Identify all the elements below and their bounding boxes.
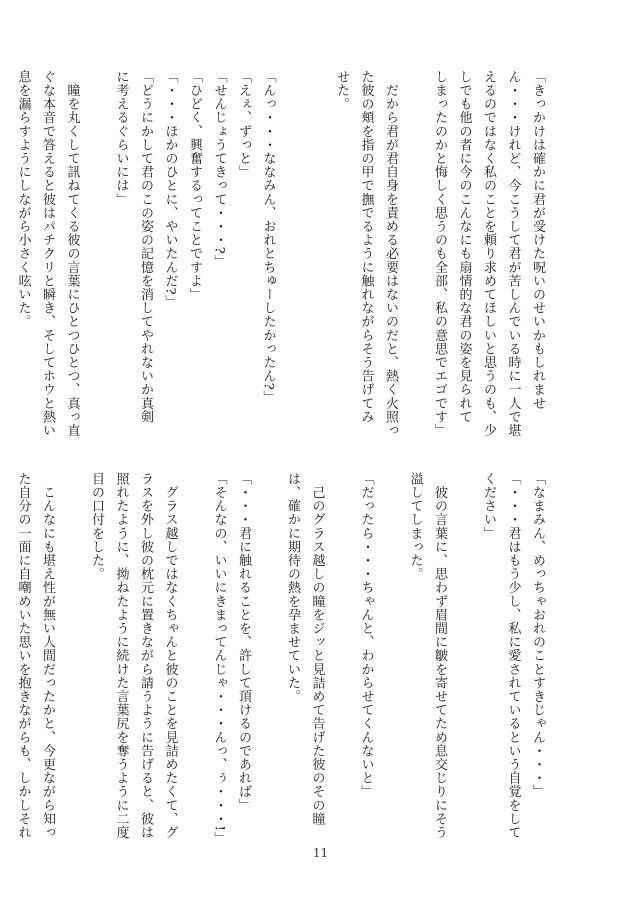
text-line: に考えるぐらいには」	[113, 70, 129, 206]
text-line	[59, 472, 84, 837]
text-line: 己のグラス越しの瞳をジッと見詰めて告げた彼のその瞳	[309, 472, 325, 826]
text-line: た彼の頬を指の甲で撫でるように触れながらそう告げてみ	[358, 70, 374, 424]
text-line: 「なまみん、めっちゃおれのことすきじゃん・・・」	[530, 472, 545, 799]
text-line: 「せんじょうてきって・・・?」	[211, 70, 227, 268]
page-number: 11	[312, 846, 329, 860]
text-line: しでも他の者に今のこんなにも扇情的な君の姿を見られて	[456, 70, 472, 424]
text-line: ください」	[481, 472, 496, 540]
text-line	[280, 70, 305, 435]
lower-text-block	[10, 472, 549, 846]
text-line: グラス越しではなくちゃんと彼のことを見詰めたくて、グ	[162, 472, 178, 840]
upper-text-block	[10, 70, 549, 438]
text-line: 「えぇ、ずっと」	[236, 70, 251, 179]
text-line: 目の口付をした。	[89, 472, 104, 581]
text-line	[304, 70, 329, 435]
text-line: 「そんなの、いいにきまってんじゃ・・・んっ、ぅ・・・!」	[211, 472, 227, 846]
text-line: は、確かに期待の熱を孕ませていた。	[285, 472, 300, 704]
text-line: ぐな本音で答えると彼はパチクリと瞬き、そしてホウと熱い	[40, 70, 55, 438]
text-line	[255, 472, 280, 837]
text-line: た自分の一面に自嘲めいた思いを抱きながらも、しかしそれ	[15, 472, 31, 840]
text-line: 「ひどく、興奮するってことですよ」	[187, 70, 202, 302]
text-line: 照れたように、拗ねたように続けた言葉尻を奪うように二度	[113, 472, 129, 840]
text-line: 「どうにかして君のこの姿の記憶を消してやれないか真剣	[138, 70, 153, 424]
text-line: 彼の言葉に、思わず眉間に皺を寄せてため息交じりにそう	[432, 472, 447, 840]
text-line: 「きっかけは確かに君が受けた呪いのせいかもしれませ	[530, 70, 545, 410]
text-line: 「・・・君はもう少し、私に愛されているという自覚をして	[505, 472, 521, 840]
text-line: えるのではなく私のことを頼り求めてほしいと思うのも、少	[481, 70, 496, 438]
text-line: 「んっ・・・ななみん、おれとちゅーしたかったん?」	[260, 70, 276, 404]
text-line: こんなにも堪え性が無い人間だったかと、今更ながら知っ	[40, 472, 55, 840]
text-line: だから君が君自身を責める必要はないのだと、熱く火照っ	[383, 70, 398, 438]
text-line: 「・・・ほかのひとに、やいたんだ?」	[162, 70, 178, 309]
text-line: 「だったら・・・ちゃんと、わからせてくんないと」	[358, 472, 374, 799]
text-line: 瞳を丸くして訊ねてくる彼の言葉にひとつひとつ、真っ直	[64, 70, 80, 438]
text-line	[84, 70, 109, 435]
text-line: ラスを外し彼の枕元に置きながら請うように告げると、彼は	[138, 472, 153, 840]
text-line: ん・・・けれど、今こうして君が苦しんでいる時に一人で堪	[505, 70, 521, 438]
text-line	[182, 472, 207, 837]
text-line: せた。	[334, 70, 349, 111]
text-line: しまったのかと悔しく思うのも全部、私の意思でエゴです」	[432, 70, 447, 438]
text-line	[451, 472, 476, 837]
text-line: 「・・・君に触れることを、許して頂けるのであれば」	[236, 472, 251, 812]
text-line	[402, 70, 427, 435]
text-line: 息を漏らすようにしながら小さく呟いた。	[15, 70, 31, 329]
text-line	[378, 472, 403, 837]
text-line: 溢してしまった。	[407, 472, 423, 581]
text-line	[329, 472, 354, 837]
